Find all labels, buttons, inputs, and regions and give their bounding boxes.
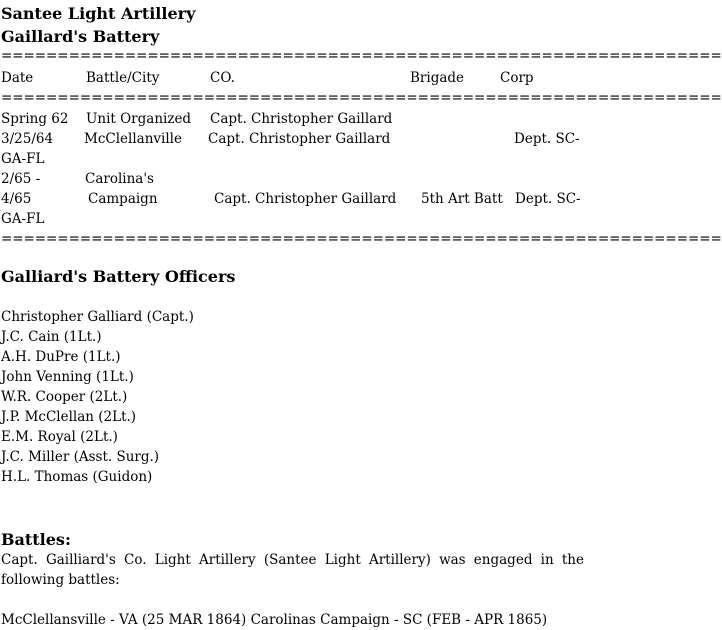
page-title: Santee Light Artillery bbox=[1, 4, 196, 23]
row-1-city: Unit Organized bbox=[86, 111, 192, 127]
separator-top: ================================================================ bbox=[1, 48, 722, 64]
battles-intro: Capt. Gailliard's Co. Light Artillery (Santee Light Artillery) was engaged in the following battles: bbox=[1, 552, 584, 588]
row-3-city-cont: Campaign bbox=[88, 191, 158, 207]
row-3-corp: Dept. SC- bbox=[515, 191, 581, 207]
row-1-date: Spring 62 bbox=[1, 111, 69, 127]
officer-item: J.P. McClellan (2Lt.) bbox=[1, 409, 137, 425]
row-1-co: Capt. Christopher Gaillard bbox=[210, 111, 393, 127]
column-header-co: CO. bbox=[210, 70, 235, 86]
row-2-corp-wrap: GA-FL bbox=[1, 151, 45, 167]
battles-heading: Battles: bbox=[1, 530, 71, 549]
officers-heading: Galliard's Battery Officers bbox=[1, 267, 236, 286]
row-3-co: Capt. Christopher Gaillard bbox=[214, 191, 397, 207]
officer-item: W.R. Cooper (2Lt.) bbox=[1, 389, 128, 405]
battles-list: McClellansville - VA (25 MAR 1864) Carolinas Campaign - SC (FEB - APR 1865) bbox=[1, 612, 548, 628]
row-3-corp-wrap: GA-FL bbox=[1, 211, 45, 227]
row-3-date-cont: 4/65 bbox=[1, 191, 32, 207]
officer-item: H.L. Thomas (Guidon) bbox=[1, 469, 153, 485]
row-2-city: McClellanville bbox=[84, 131, 182, 147]
column-header-brigade: Brigade bbox=[410, 70, 465, 86]
row-2-corp: Dept. SC- bbox=[514, 131, 580, 147]
page-subtitle: Gaillard's Battery bbox=[1, 27, 160, 46]
separator-header: ================================================================ bbox=[1, 90, 722, 106]
row-2-co: Capt. Christopher Gaillard bbox=[208, 131, 391, 147]
officer-item: J.C. Cain (1Lt.) bbox=[1, 329, 102, 345]
row-3-brigade: 5th Art Batt bbox=[421, 191, 503, 207]
column-header-battle-city: Battle/City bbox=[86, 70, 160, 86]
row-3-city: Carolina's bbox=[85, 171, 154, 187]
row-2-date: 3/25/64 bbox=[1, 131, 54, 147]
separator-bottom: ================================================================ bbox=[1, 231, 722, 247]
officer-item: John Venning (1Lt.) bbox=[1, 369, 134, 385]
column-header-corp: Corp bbox=[500, 70, 534, 86]
officer-item: A.H. DuPre (1Lt.) bbox=[1, 349, 121, 365]
officer-item: J.C. Miller (Asst. Surg.) bbox=[1, 449, 160, 465]
officer-item: E.M. Royal (2Lt.) bbox=[1, 429, 118, 445]
column-header-date: Date bbox=[1, 70, 34, 86]
officer-item: Christopher Galliard (Capt.) bbox=[1, 309, 194, 325]
row-3-date: 2/65 - bbox=[1, 171, 41, 187]
